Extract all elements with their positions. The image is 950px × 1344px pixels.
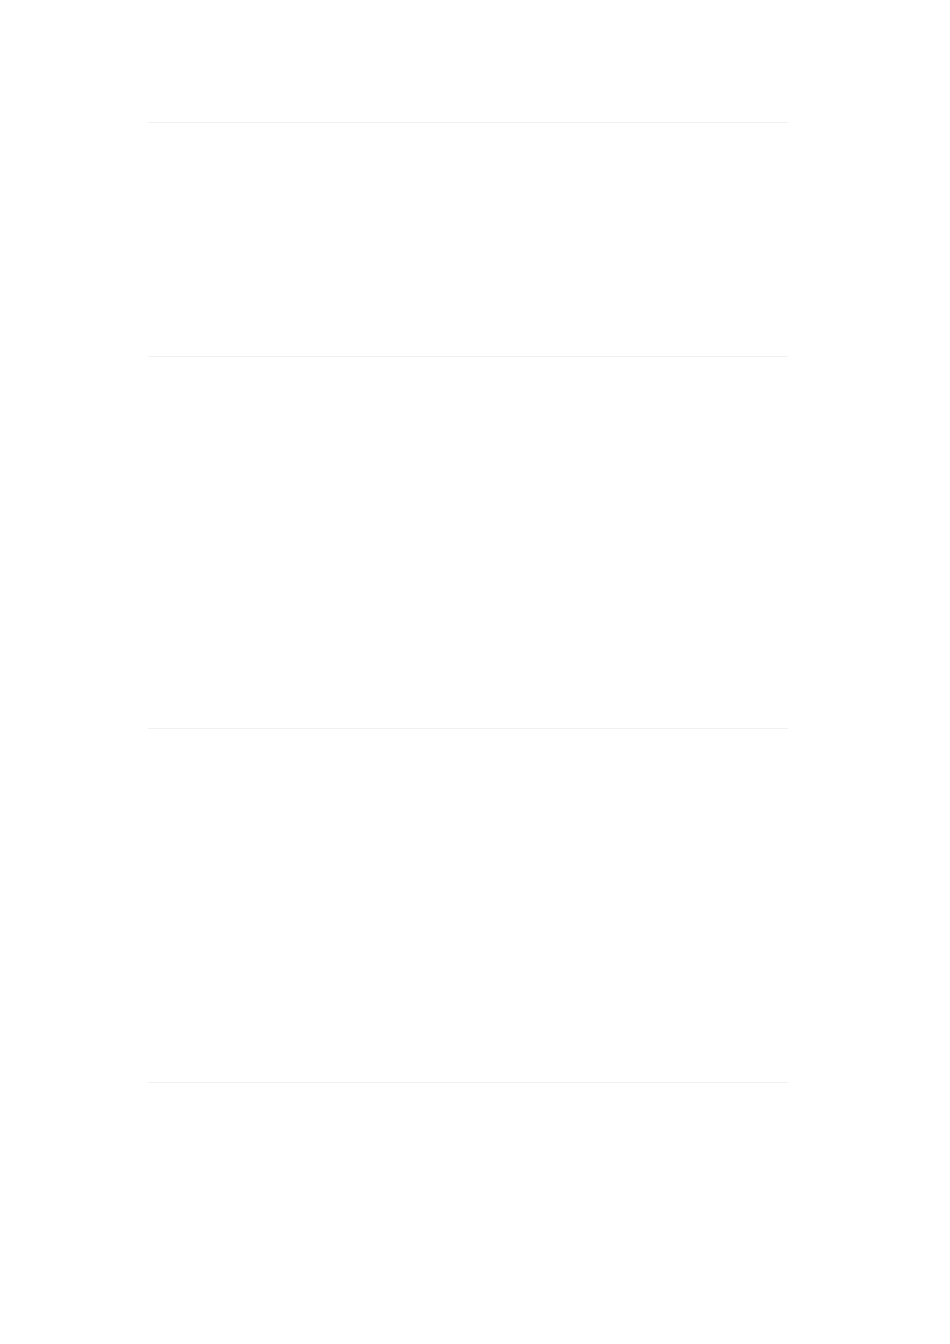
document-page-2 — [148, 356, 788, 727]
document-page-3 — [148, 728, 788, 1081]
document-page-4 — [148, 1082, 788, 1233]
document-page-1 — [148, 122, 788, 355]
